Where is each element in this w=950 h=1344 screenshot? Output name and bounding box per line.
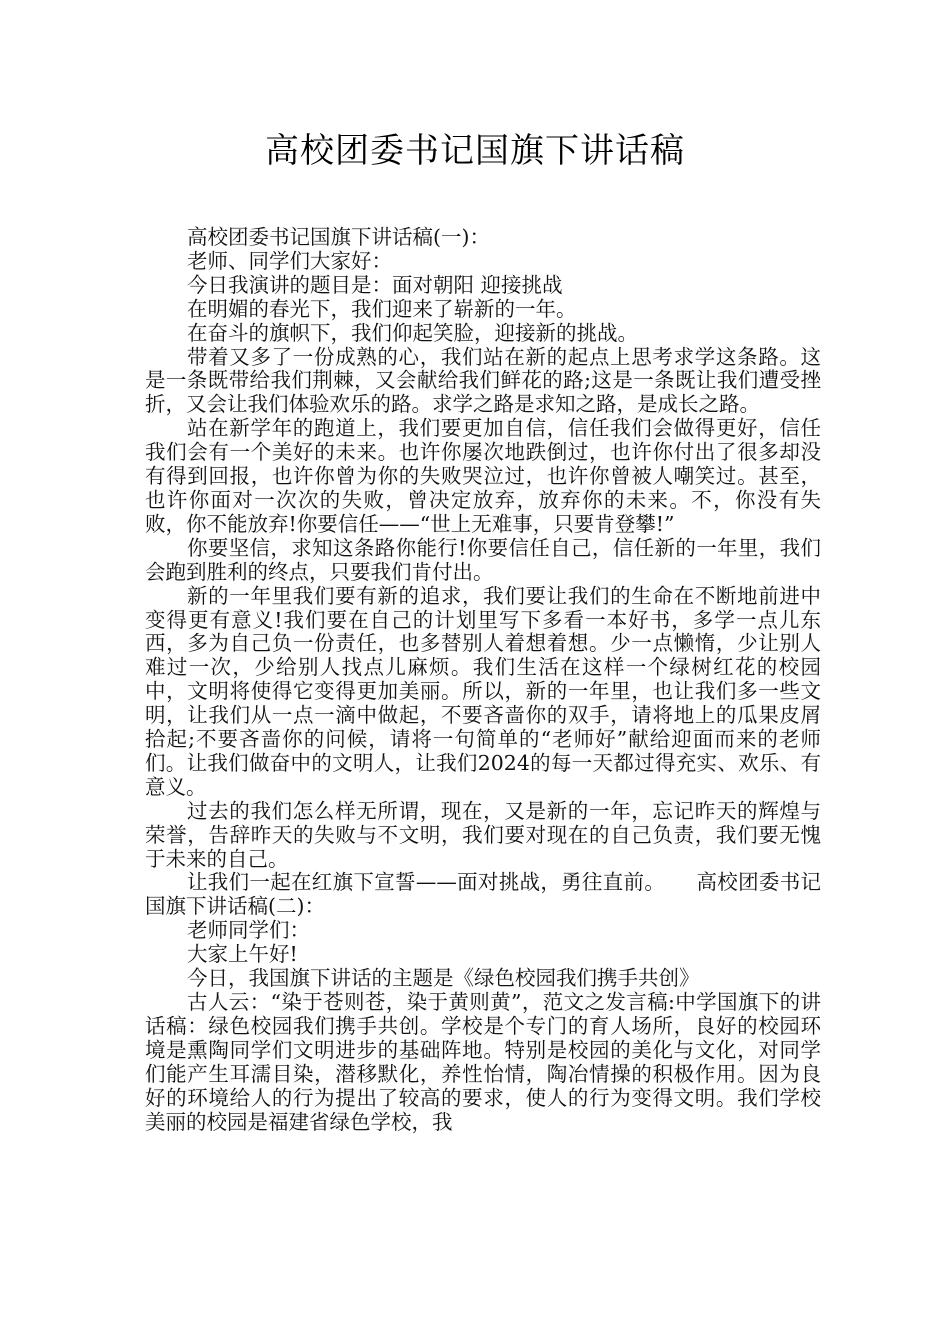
paragraph: 在奋斗的旗帜下，我们仰起笑脸，迎接新的挑战。 [187,320,638,345]
paragraph: 大家上午好! [187,942,298,967]
paragraph: 今日我演讲的题目是：面对朝阳 迎接挑战 [187,272,563,297]
paragraph: 老师、同学们大家好： [187,248,392,273]
document-title: 高校团委书记国旗下讲话稿 [265,131,685,171]
paragraph: 让我们一起在红旗下宣誓——面对挑战，勇往直前。 高校团委书记国旗下讲话稿(二)： [145,870,821,919]
paragraph: 带着又多了一份成熟的心，我们站在新的起点上思考求学这条路。这是一条既带给我们荆棘，又会献给我们鲜花的路;这是一条既让我们遭受挫折，又会让我们体验欢乐的路。求学之路是求知之路，是成长之路。 [145,344,821,417]
paragraph: 站在新学年的跑道上，我们要更加自信，信任我们会做得更好，信任我们会有一个美好的未来。也许你屡次地跌倒过，也许你付出了很多却没有得到回报，也许你曾为你的失败哭泣过，也许你曾被人嘲笑过。甚至，也许你面对一次次的失败，曾决定放弃，放弃你的未来。不，你没有失败，你不能放弃!你要信任——“世上无难事，只要肯登攀!” [145,416,821,536]
paragraph: 古人云：“染于苍则苍，染于黄则黄”，范文之发言稿:中学国旗下的讲话稿：绿色校园我们携手共创。学校是个专门的育人场所，良好的校园环境是熏陶同学们文明进步的基础阵地。特别是校园的美化与文化，对同学们能产生耳濡目染，潜移默化，养性怡情，陶冶情操的积极作用。因为良好的环境给人的行为提出了较高的要求，使人的行为变得文明。我们学校美丽的校园是福建省绿色学校，我 [145,990,821,1134]
document-body [145,226,821,1134]
paragraph: 在明媚的春光下，我们迎来了崭新的一年。 [187,296,577,321]
paragraph: 高校团委书记国旗下讲话稿(一)： [187,225,490,249]
paragraph: 老师同学们： [187,918,310,943]
paragraph: 你要坚信，求知这条路你能行!你要信任自己，信任新的一年里，我们会跑到胜利的终点，只要我们肯付出。 [145,535,821,584]
paragraph: 新的一年里我们要有新的追求，我们要让我们的生命在不断地前进中变得更有意义!我们要在自己的计划里写下多看一本好书，多学一点儿东西，多为自己负一份责任，也多替别人着想着想。少一点懒惰，少让别人难过一次，少给别人找点儿麻烦。我们生活在这样一个绿树红花的校园中，文明将使得它变得更加美丽。所以，新的一年里，也让我们多一些文明，让我们从一点一滴中做起，不要吝啬你的双手，请将地上的瓜果皮屑拾起;不要吝啬你的问候，请将一句简单的“老师好”献给迎面而来的老师们。让我们做奋中的文明人，让我们2024的每一天都过得充实、欢乐、有意义。 [145,583,821,799]
paragraph: 过去的我们怎么样无所谓，现在，又是新的一年，忘记昨天的辉煌与荣誉，告辞昨天的失败与不文明，我们要对现在的自己负责，我们要无愧于未来的自己。 [145,798,821,871]
paragraph: 今日，我国旗下讲话的主题是《绿色校园我们携手共创》 [187,966,700,991]
